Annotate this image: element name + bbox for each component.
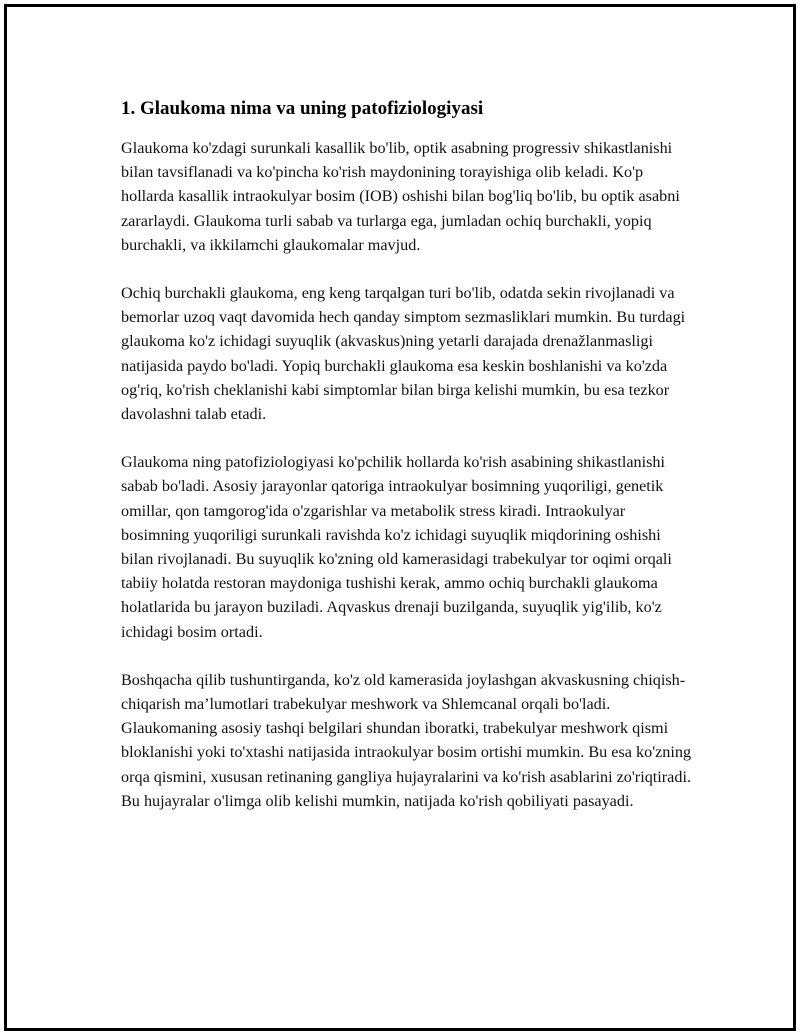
section-heading: 1. Glaukoma nima va uning patofiziologiyasi [121,98,484,119]
paragraph-3: Glaukoma ning patofiziologiyasi ko'pchilik hollarda ko'rish asabining shikastlanishi sabab bo'ladi. Asosiy jarayonlar qatoriga intraokulyar bosimning yuqoriligi, genetik omillar, qon tamgorog'ida o'zgarishlar va metabolik stress kiradi. Intraokulyar bosimning yuqoriligi surunkali ravishda ko'z ichidagi suyuqlik miqdorining oshishi bilan rivojlanadi. Bu suyuqlik ko'zning old kamerasidagi trabekulyar tor oqimi orqali tabiiy holatda restoran maydoniga tushishi kerak, ammo ochiq burchakli glaukoma holatlarida bu jarayon buziladi. Aqvaskus drenaji buzilganda, suyuqlik yig'ilib, ko'z ichidagi bosim ortadi. [121,453,672,641]
paragraph-2: Ochiq burchakli glaukoma, eng keng tarqalgan turi bo'lib, odatda sekin rivojlanadi va bemorlar uzoq vaqt davomida hech qanday simptom sezmasliklari mumkin. Bu turdagi glaukoma ko'z ichidagi suyuqlik (akvaskus)ning yetarli darajada drenažlanmasligi natijasida paydo bo'ladi. Yopiq burchakli glaukoma esa keskin boshlanishi va ko'zda og'riq, ko'rish cheklanishi kabi simptomlar bilan birga kelishi mumkin, bu esa tezkor davolashni talab etadi. [121,284,686,424]
paragraph-4: Boshqacha qilib tushuntirganda, ko'z old kamerasida joylashgan akvaskusning chiqish-chiqarish ma’lumotlari trabekulyar meshwork va Shlemcanal orqali bo'ladi. Glaukomaning asosiy tashqi belgilari shundan iboratki, trabekulyar meshwork qismi bloklanishi yoki to'xtashi natijasida intraokulyar bosim ortishi mumkin. Bu esa ko'zning orqa qismini, xususan retinaning gangliya hujayralarini va ko'rish asablarini zo'riqtiradi. Bu hujayralar o'limga olib kelishi mumkin, natijada ko'rish qobiliyati pasayadi. [121,670,692,810]
document-body [121,96,695,837]
page-frame [4,4,796,1031]
paragraph-1: Glaukoma ko'zdagi surunkali kasallik bo'lib, optik asabning progressiv shikastlanishi bilan tavsiflanadi va ko'pincha ko'rish maydonining torayishiga olib keladi. Ko'p hollarda kasallik intraokulyar bosim (IOB) oshishi bilan bog'liq bo'lib, bu optik asabni zararlaydi. Glaukoma turli sabab va turlarga ega, jumladan ochiq burchakli, yopiq burchakli, va ikkilamchi glaukomalar mavjud. [121,139,680,254]
